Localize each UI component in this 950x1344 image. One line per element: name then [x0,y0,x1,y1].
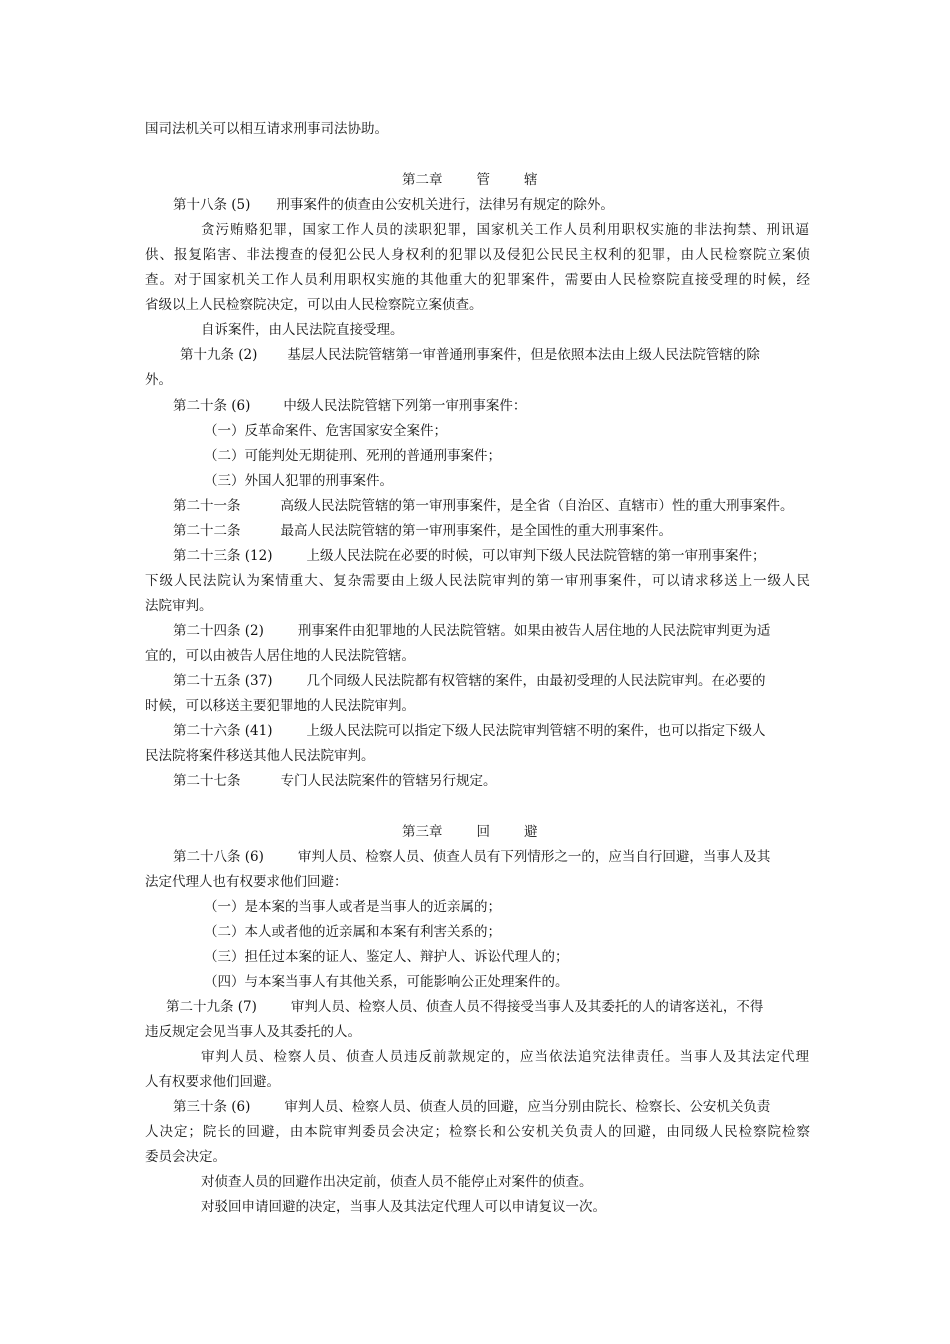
list-item: （三）担任过本案的证人、鉴定人、辩护人、诉讼代理人的； [204,949,569,965]
text-line: 时候，可以移送主要犯罪地的人民法院审判。 [145,698,415,714]
text-line: 委员会决定。 [145,1149,226,1165]
list-item: （一）反革命案件、危害国家安全案件； [204,423,447,439]
text-line: 对侦查人员的回避作出决定前，侦查人员不能停止对案件的侦查。 [201,1174,593,1190]
article-line: 第二十六条 (41) 上级人民法院可以指定下级人民法院审判管辖不明的案件，也可以指定下级人 [173,723,766,739]
text-line: 民法院将案件移送其他人民法院审判。 [145,748,375,764]
text-line: 自诉案件，由人民法院直接受理。 [201,322,404,338]
list-item: （二）本人或者他的近亲属和本案有利害关系的； [204,924,501,940]
text-line: 对驳回申请回避的决定，当事人及其法定代理人可以申请复议一次。 [201,1199,606,1215]
article-line: 第二十条 (6) 中级人民法院管辖下列第一审刑事案件： [173,398,527,414]
chapter-heading: 第三章 回 避 [402,824,538,840]
article-line: 第二十一条 高级人民法院管辖的第一审刑事案件，是全省（自治区、直辖市）性的重大刑事案件。 [173,498,794,514]
list-item: （一）是本案的当事人或者是当事人的近亲属的； [204,899,501,915]
text-line: 法院审判。 [145,598,213,614]
text-line: 违反规定会见当事人及其委托的人。 [145,1024,361,1040]
text-line: 国司法机关可以相互请求刑事司法协助。 [145,121,388,137]
text-line: 省级以上人民检察院决定，可以由人民检察院立案侦查。 [145,297,483,313]
list-item: （二）可能判处无期徒刑、死刑的普通刑事案件； [204,448,501,464]
article-line: 第二十五条 (37) 几个同级人民法院都有权管辖的案件，由最初受理的人民法院审判。在必要的 [173,673,766,689]
chapter-heading: 第二章 管 辖 [402,172,538,188]
article-line: 第二十七条 专门人民法院案件的管辖另行规定。 [173,773,497,789]
text-line: 贪污贿赂犯罪，国家工作人员的渎职犯罪，国家机关工作人员利用职权实施的非法拘禁、刑讯逼 [201,222,809,238]
text-line: 审判人员、检察人员、侦查人员违反前款规定的，应当依法追究法律责任。当事人及其法定代理 [201,1049,809,1065]
list-item: （四）与本案当事人有其他关系，可能影响公正处理案件的。 [204,974,569,990]
article-line: 第二十三条 (12) 上级人民法院在必要的时候，可以审判下级人民法院管辖的第一审刑事案件； [173,548,766,564]
text-line: 下级人民法院认为案情重大、复杂需要由上级人民法院审判的第一审刑事案件，可以请求移送上一级人民 [145,573,810,589]
text-line: 外。 [145,372,172,388]
article-line: 第二十四条 (2) 刑事案件由犯罪地的人民法院管辖。如果由被告人居住地的人民法院审判更为适 [173,623,771,639]
article-line: 第十九条 (2) 基层人民法院管辖第一审普通刑事案件，但是依照本法由上级人民法院管辖的除 [180,347,760,363]
article-line: 第二十八条 (6) 审判人员、检察人员、侦查人员有下列情形之一的，应当自行回避，当事人及其 [173,849,771,865]
text-line: 供、报复陷害、非法搜查的侵犯公民人身权利的犯罪以及侵犯公民民主权利的犯罪，由人民检察院立案侦 [145,247,810,263]
article-line: 第二十二条 最高人民法院管辖的第一审刑事案件，是全国性的重大刑事案件。 [173,523,672,539]
article-line: 第三十条 (6) 审判人员、检察人员、侦查人员的回避，应当分别由院长、检察长、公安机关负责 [173,1099,771,1115]
article-line: 第十八条 (5) 刑事案件的侦查由公安机关进行，法律另有规定的除外。 [173,197,614,213]
text-line: 法定代理人也有权要求他们回避： [145,874,348,890]
article-line: 第二十九条 (7) 审判人员、检察人员、侦查人员不得接受当事人及其委托的人的请客送礼，不得 [166,999,764,1015]
text-line: 人有权要求他们回避。 [145,1074,280,1090]
list-item: （三）外国人犯罪的刑事案件。 [204,473,393,489]
text-line: 宜的，可以由被告人居住地的人民法院管辖。 [145,648,415,664]
text-line: 人决定；院长的回避，由本院审判委员会决定；检察长和公安机关负责人的回避，由同级人民检察院检察 [145,1124,810,1140]
text-line: 查。对于国家机关工作人员利用职权实施的其他重大的犯罪案件，需要由人民检察院直接受理的时候，经 [145,272,810,288]
